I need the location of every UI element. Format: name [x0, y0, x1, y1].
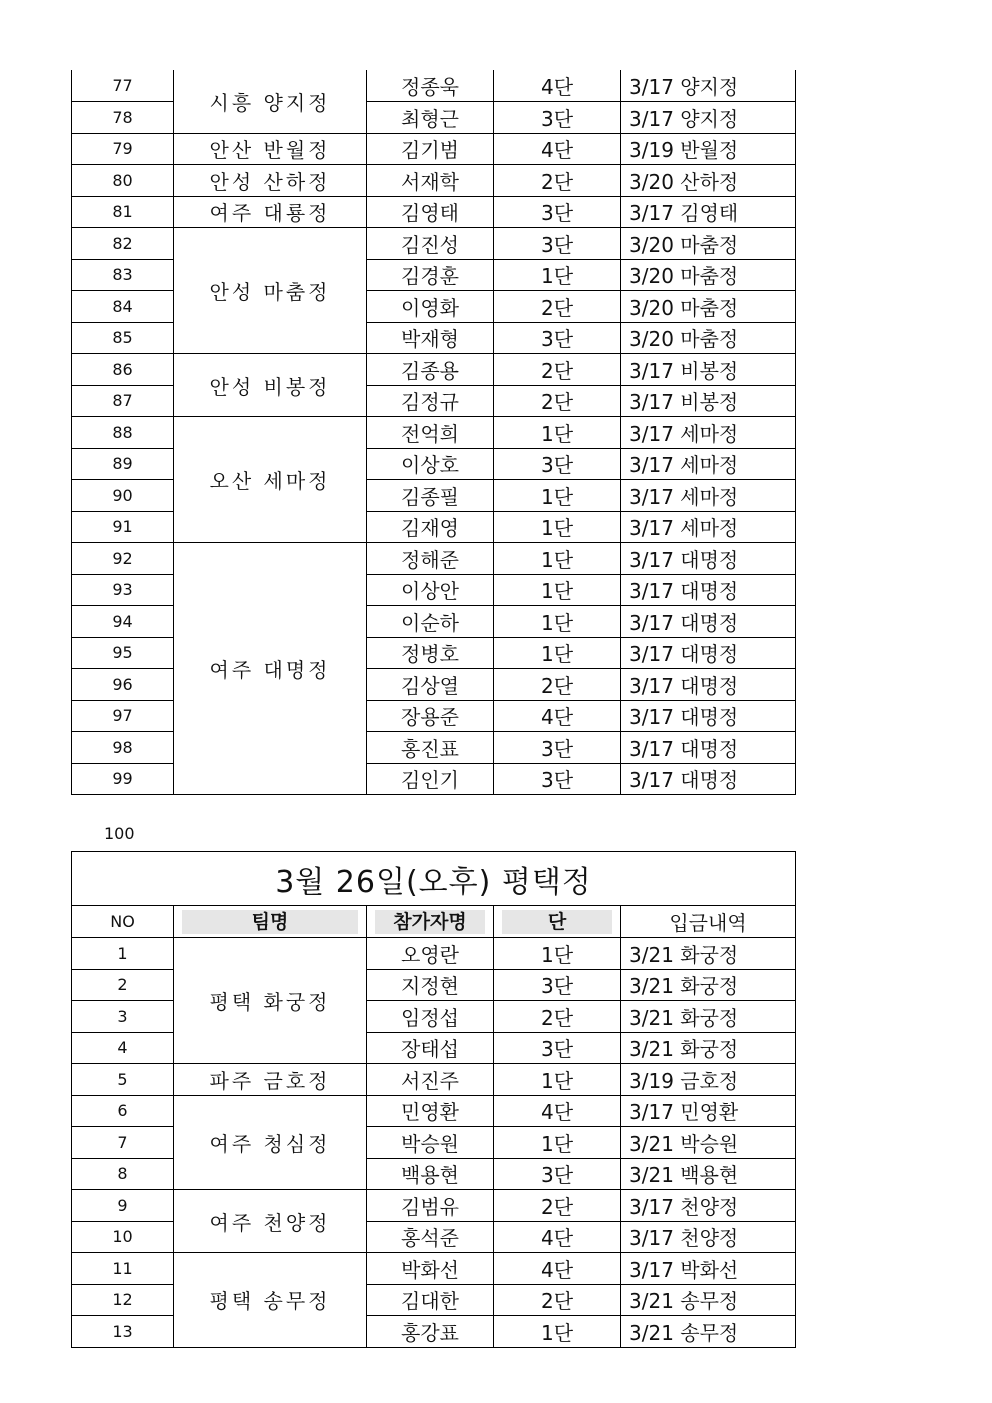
participant-rank: 4단	[494, 1221, 621, 1253]
table-row	[72, 1190, 796, 1222]
deposit-record: 3/17 대명정	[621, 732, 796, 764]
deposit-record: 3/17 양지정	[621, 102, 796, 134]
table-row	[72, 133, 796, 165]
row-number: 86	[72, 354, 174, 386]
participant-rank: 2단	[494, 165, 621, 197]
deposit-record: 3/17 대명정	[621, 606, 796, 638]
table-row	[72, 1253, 796, 1285]
participant-name: 김영태	[367, 196, 494, 228]
participant-rank: 3단	[494, 196, 621, 228]
team-name: 여주 천양정	[174, 1190, 367, 1253]
row-number: 5	[72, 1064, 174, 1096]
deposit-record: 3/17 세마정	[621, 480, 796, 512]
participant-rank: 3단	[494, 102, 621, 134]
participant-name: 이상호	[367, 448, 494, 480]
row-number: 4	[72, 1032, 174, 1064]
row-number: 81	[72, 196, 174, 228]
table-row	[72, 70, 796, 102]
participant-name: 김기범	[367, 133, 494, 165]
participant-rank: 1단	[494, 543, 621, 575]
team-name: 여주 대룡정	[174, 196, 367, 228]
row-number: 94	[72, 606, 174, 638]
participant-name: 장태섭	[367, 1032, 494, 1064]
header-rank	[494, 906, 621, 938]
participant-name: 정종욱	[367, 70, 494, 102]
deposit-record: 3/17 박화선	[621, 1253, 796, 1285]
participant-rank: 3단	[494, 228, 621, 260]
deposit-record: 3/17 비봉정	[621, 354, 796, 386]
session-title: 3월 26일(오후) 평택정	[72, 852, 796, 906]
participant-rank: 4단	[494, 1253, 621, 1285]
deposit-record: 3/17 대명정	[621, 637, 796, 669]
team-name: 평택 화궁정	[174, 938, 367, 1064]
deposit-record: 3/21 화궁정	[621, 969, 796, 1001]
row-number: 90	[72, 480, 174, 512]
participant-rank: 1단	[494, 1064, 621, 1096]
deposit-record: 3/17 세마정	[621, 448, 796, 480]
participant-name: 민영환	[367, 1095, 494, 1127]
row-number: 6	[72, 1095, 174, 1127]
deposit-record: 3/17 비봉정	[621, 385, 796, 417]
participant-name: 김재영	[367, 511, 494, 543]
table-row	[72, 165, 796, 197]
row-number: 12	[72, 1284, 174, 1316]
deposit-record: 3/19 반월정	[621, 133, 796, 165]
deposit-record: 3/20 마춤정	[621, 322, 796, 354]
deposit-record: 3/17 천양정	[621, 1190, 796, 1222]
participant-rank: 3단	[494, 732, 621, 764]
pyeongtaek-session-table	[71, 851, 796, 1348]
participant-name: 서재학	[367, 165, 494, 197]
table-row	[72, 1095, 796, 1127]
participant-rank: 1단	[494, 259, 621, 291]
deposit-record: 3/20 마춤정	[621, 259, 796, 291]
participant-name: 이순하	[367, 606, 494, 638]
participant-rank: 4단	[494, 1095, 621, 1127]
team-name: 안성 산하정	[174, 165, 367, 197]
deposit-record: 3/21 송무정	[621, 1284, 796, 1316]
team-name: 여주 청심정	[174, 1095, 367, 1190]
participant-rank: 3단	[494, 448, 621, 480]
deposit-record: 3/17 천양정	[621, 1221, 796, 1253]
row-number: 8	[72, 1158, 174, 1190]
row-number: 93	[72, 574, 174, 606]
participant-name: 김경훈	[367, 259, 494, 291]
deposit-record: 3/17 민영환	[621, 1095, 796, 1127]
row-number: 11	[72, 1253, 174, 1285]
row-number: 10	[72, 1221, 174, 1253]
participant-name: 백용현	[367, 1158, 494, 1190]
participant-name: 김정규	[367, 385, 494, 417]
participant-name: 김종필	[367, 480, 494, 512]
participant-rank: 1단	[494, 574, 621, 606]
participant-name: 서진주	[367, 1064, 494, 1096]
participant-rank: 2단	[494, 1190, 621, 1222]
team-name: 안성 마춤정	[174, 228, 367, 354]
deposit-record: 3/20 마춤정	[621, 291, 796, 323]
team-name: 안산 반월정	[174, 133, 367, 165]
table-row	[72, 543, 796, 575]
participant-rank: 3단	[494, 763, 621, 795]
participant-name: 오영란	[367, 938, 494, 970]
participant-rank: 2단	[494, 669, 621, 701]
participant-rank: 1단	[494, 637, 621, 669]
participant-name: 김상열	[367, 669, 494, 701]
deposit-record: 3/20 산하정	[621, 165, 796, 197]
header-deposit: 입금내역	[621, 906, 796, 938]
table-title-row	[72, 852, 796, 906]
row-number: 3	[72, 1001, 174, 1033]
participant-name: 이상안	[367, 574, 494, 606]
deposit-record: 3/17 대명정	[621, 669, 796, 701]
participant-rank: 4단	[494, 70, 621, 102]
participant-name: 지정현	[367, 969, 494, 1001]
deposit-record: 3/19 금호정	[621, 1064, 796, 1096]
deposit-record: 3/17 대명정	[621, 574, 796, 606]
participant-rank: 3단	[494, 1158, 621, 1190]
participant-name: 김종용	[367, 354, 494, 386]
participant-rank: 3단	[494, 969, 621, 1001]
deposit-record: 3/17 세마정	[621, 417, 796, 449]
deposit-record: 3/17 김영태	[621, 196, 796, 228]
participant-name: 임정섭	[367, 1001, 494, 1033]
participant-rank: 3단	[494, 322, 621, 354]
row-number: 85	[72, 322, 174, 354]
participant-name: 홍진표	[367, 732, 494, 764]
header-name	[367, 906, 494, 938]
table-row	[72, 354, 796, 386]
participant-name: 최형근	[367, 102, 494, 134]
participant-name: 홍석준	[367, 1221, 494, 1253]
row-number-100: 100	[104, 824, 135, 843]
row-number: 84	[72, 291, 174, 323]
team-name: 안성 비봉정	[174, 354, 367, 417]
team-name: 시흥 양지정	[174, 70, 367, 133]
participant-rank: 4단	[494, 133, 621, 165]
participant-rank: 1단	[494, 1127, 621, 1159]
deposit-record: 3/17 대명정	[621, 700, 796, 732]
participant-name: 박재형	[367, 322, 494, 354]
team-name: 오산 세마정	[174, 417, 367, 543]
participant-name: 박승원	[367, 1127, 494, 1159]
participant-name: 김진성	[367, 228, 494, 260]
participant-name: 김범유	[367, 1190, 494, 1222]
table-row	[72, 1064, 796, 1096]
row-number: 88	[72, 417, 174, 449]
row-number: 89	[72, 448, 174, 480]
participant-name: 정해준	[367, 543, 494, 575]
deposit-record: 3/20 마춤정	[621, 228, 796, 260]
deposit-record: 3/21 화궁정	[621, 938, 796, 970]
row-number: 77	[72, 70, 174, 102]
row-number: 2	[72, 969, 174, 1001]
table-row	[72, 938, 796, 970]
deposit-record: 3/17 양지정	[621, 70, 796, 102]
participant-name: 장용준	[367, 700, 494, 732]
row-number: 79	[72, 133, 174, 165]
row-number: 96	[72, 669, 174, 701]
deposit-record: 3/17 대명정	[621, 543, 796, 575]
header-team-label: 팀명	[182, 910, 358, 934]
deposit-record: 3/21 송무정	[621, 1316, 796, 1348]
table-row	[72, 228, 796, 260]
participants-table-continued	[71, 70, 796, 795]
participant-rank: 3단	[494, 1032, 621, 1064]
header-no: NO	[72, 906, 174, 938]
table-row	[72, 417, 796, 449]
deposit-record: 3/21 화궁정	[621, 1001, 796, 1033]
participant-rank: 1단	[494, 606, 621, 638]
team-name: 파주 금호정	[174, 1064, 367, 1096]
row-number: 7	[72, 1127, 174, 1159]
header-rank-label: 단	[502, 910, 612, 934]
deposit-record: 3/21 백용현	[621, 1158, 796, 1190]
team-name: 평택 송무정	[174, 1253, 367, 1348]
deposit-record: 3/21 박승원	[621, 1127, 796, 1159]
participant-rank: 2단	[494, 1284, 621, 1316]
row-number: 80	[72, 165, 174, 197]
participant-rank: 2단	[494, 354, 621, 386]
row-number: 1	[72, 938, 174, 970]
participant-name: 홍강표	[367, 1316, 494, 1348]
participant-name: 전억희	[367, 417, 494, 449]
row-number: 9	[72, 1190, 174, 1222]
participant-rank: 1단	[494, 480, 621, 512]
participant-name: 김인기	[367, 763, 494, 795]
row-number: 83	[72, 259, 174, 291]
row-number: 91	[72, 511, 174, 543]
team-name: 여주 대명정	[174, 543, 367, 795]
participant-name: 이영화	[367, 291, 494, 323]
participant-rank: 2단	[494, 385, 621, 417]
deposit-record: 3/17 대명정	[621, 763, 796, 795]
row-number: 98	[72, 732, 174, 764]
participant-name: 정병호	[367, 637, 494, 669]
participant-name: 김대한	[367, 1284, 494, 1316]
participant-name: 박화선	[367, 1253, 494, 1285]
participant-rank: 1단	[494, 511, 621, 543]
row-number: 92	[72, 543, 174, 575]
row-number: 82	[72, 228, 174, 260]
header-name-label: 참가자명	[375, 910, 485, 934]
deposit-record: 3/17 세마정	[621, 511, 796, 543]
participant-rank: 1단	[494, 938, 621, 970]
row-number: 87	[72, 385, 174, 417]
deposit-record: 3/21 화궁정	[621, 1032, 796, 1064]
participant-rank: 2단	[494, 1001, 621, 1033]
participant-rank: 4단	[494, 700, 621, 732]
row-number: 99	[72, 763, 174, 795]
table-row	[72, 196, 796, 228]
header-row	[72, 906, 796, 938]
row-number: 13	[72, 1316, 174, 1348]
row-number: 78	[72, 102, 174, 134]
participant-rank: 2단	[494, 291, 621, 323]
participant-rank: 1단	[494, 417, 621, 449]
participant-rank: 1단	[494, 1316, 621, 1348]
row-number: 97	[72, 700, 174, 732]
row-number: 95	[72, 637, 174, 669]
header-team	[174, 906, 367, 938]
